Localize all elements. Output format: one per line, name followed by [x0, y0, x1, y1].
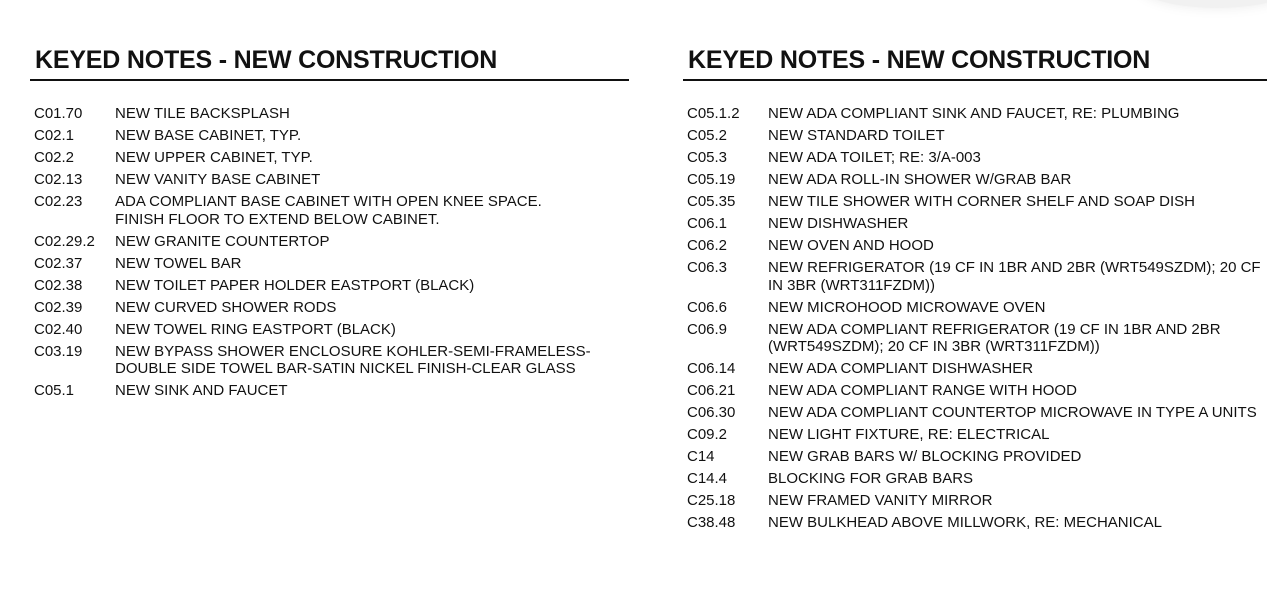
note-text: NEW OVEN AND HOOD [768, 237, 934, 254]
note-text: NEW STANDARD TOILET [768, 127, 945, 144]
note-row [683, 426, 1267, 444]
note-row [30, 105, 629, 123]
notes-list [683, 105, 1267, 532]
note-row [683, 382, 1267, 400]
note-text: ADA COMPLIANT BASE CABINET WITH OPEN KNEE SPACE. FINISH FLOOR TO EXTEND BELOW CABINET. [115, 193, 542, 228]
note-code: C06.2 [687, 237, 728, 254]
note-row [683, 105, 1267, 123]
note-row [683, 360, 1267, 378]
note-text: NEW LIGHT FIXTURE, RE: ELECTRICAL [768, 426, 1050, 443]
note-row [30, 233, 629, 251]
note-row [683, 492, 1267, 510]
note-code: C38.48 [687, 514, 736, 531]
note-code: C02.2 [34, 149, 75, 166]
keyed-notes-right-panel [683, 0, 1267, 536]
note-text: NEW TILE BACKSPLASH [115, 105, 290, 122]
note-text: NEW CURVED SHOWER RODS [115, 298, 337, 316]
note-text: NEW ADA COMPLIANT COUNTERTOP MICROWAVE IN TYPE A UNITS [768, 404, 1257, 421]
note-text: NEW TILE SHOWER WITH CORNER SHELF AND SOAP DISH [768, 193, 1196, 210]
note-text: NEW BULKHEAD ABOVE MILLWORK, RE: MECHANICAL [768, 514, 1162, 531]
panel-title: KEYED NOTES - NEW CONSTRUCTION [683, 45, 1267, 81]
note-text: NEW SINK AND FAUCET [115, 382, 288, 399]
note-text: BLOCKING FOR GRAB BARS [768, 470, 974, 487]
note-row [683, 149, 1267, 167]
note-code: C06.3 [687, 259, 728, 276]
note-code: C06.14 [687, 360, 736, 377]
note-row [683, 171, 1267, 189]
note-code: C14 [687, 448, 715, 465]
note-code: C02.40 [34, 320, 83, 338]
note-code: C06.30 [687, 404, 736, 421]
note-row [30, 149, 629, 167]
note-code: C05.1 [34, 382, 75, 399]
note-text: NEW TOWEL BAR [115, 254, 242, 272]
note-code: C05.3 [687, 149, 728, 166]
note-code: C02.13 [34, 171, 83, 188]
note-row [30, 127, 629, 145]
note-code: C06.9 [687, 320, 728, 338]
note-code: C05.1.2 [687, 105, 740, 122]
note-row [683, 404, 1267, 422]
note-row [30, 321, 629, 339]
note-row [30, 171, 629, 189]
note-row [683, 321, 1267, 356]
note-code: C06.1 [687, 215, 728, 232]
note-text: NEW BASE CABINET, TYP. [115, 127, 302, 144]
note-row [30, 255, 629, 273]
note-row [683, 237, 1267, 255]
note-text: NEW FRAMED VANITY MIRROR [768, 492, 993, 509]
note-text: NEW GRANITE COUNTERTOP [115, 232, 330, 250]
note-code: C02.38 [34, 276, 83, 294]
note-code: C02.39 [34, 298, 83, 316]
note-text: NEW GRAB BARS W/ BLOCKING PROVIDED [768, 448, 1082, 465]
note-code: C02.29.2 [34, 232, 95, 250]
note-text: NEW ADA TOILET; RE: 3/A-003 [768, 149, 981, 166]
note-text: NEW ADA ROLL-IN SHOWER W/GRAB BAR [768, 171, 1072, 188]
note-text: NEW DISHWASHER [768, 215, 909, 232]
note-code: C02.23 [34, 193, 83, 210]
notes-list [30, 105, 629, 400]
note-text: NEW BYPASS SHOWER ENCLOSURE KOHLER-SEMI-FRAMELESS-DOUBLE SIDE TOWEL BAR-SATIN NICKEL FINISH-CLEAR GLASS [115, 342, 591, 377]
note-text: NEW ADA COMPLIANT SINK AND FAUCET, RE: PLUMBING [768, 105, 1180, 122]
note-row [30, 193, 629, 228]
note-code: C06.21 [687, 382, 736, 399]
keyed-notes-left-panel [30, 0, 629, 404]
note-row [683, 470, 1267, 488]
note-text: NEW ADA COMPLIANT DISHWASHER [768, 360, 1034, 377]
note-row [30, 277, 629, 295]
note-code: C05.35 [687, 193, 736, 210]
note-text: NEW TOWEL RING EASTPORT (BLACK) [115, 320, 396, 338]
note-row [30, 343, 629, 378]
note-text: NEW MICROHOOD MICROWAVE OVEN [768, 298, 1046, 316]
note-row [683, 127, 1267, 145]
note-code: C25.18 [687, 492, 736, 509]
note-code: C02.1 [34, 127, 75, 144]
note-row [683, 299, 1267, 317]
note-row [683, 193, 1267, 211]
note-row [30, 382, 629, 400]
note-text: NEW ADA COMPLIANT RANGE WITH HOOD [768, 382, 1077, 399]
note-code: C03.19 [34, 342, 83, 360]
note-code: C14.4 [687, 470, 728, 487]
note-text: NEW ADA COMPLIANT REFRIGERATOR (19 CF IN 1BR AND 2BR (WRT549SZDM); 20 CF IN 3BR (WRT311FZDM)) [768, 320, 1221, 355]
note-row [30, 299, 629, 317]
note-row [683, 215, 1267, 233]
note-code: C05.19 [687, 171, 736, 188]
note-text: NEW REFRIGERATOR (19 CF IN 1BR AND 2BR (WRT549SZDM); 20 CF IN 3BR (WRT311FZDM)) [768, 259, 1261, 294]
note-code: C05.2 [687, 127, 728, 144]
panel-title: KEYED NOTES - NEW CONSTRUCTION [30, 45, 629, 81]
note-code: C06.6 [687, 298, 728, 316]
note-text: NEW TOILET PAPER HOLDER EASTPORT (BLACK) [115, 276, 475, 294]
note-text: NEW VANITY BASE CABINET [115, 171, 321, 188]
note-row [683, 448, 1267, 466]
note-row [683, 514, 1267, 532]
note-code: C02.37 [34, 254, 83, 272]
note-code: C01.70 [34, 105, 83, 122]
note-text: NEW UPPER CABINET, TYP. [115, 149, 313, 166]
note-row [683, 259, 1267, 294]
note-code: C09.2 [687, 426, 728, 443]
